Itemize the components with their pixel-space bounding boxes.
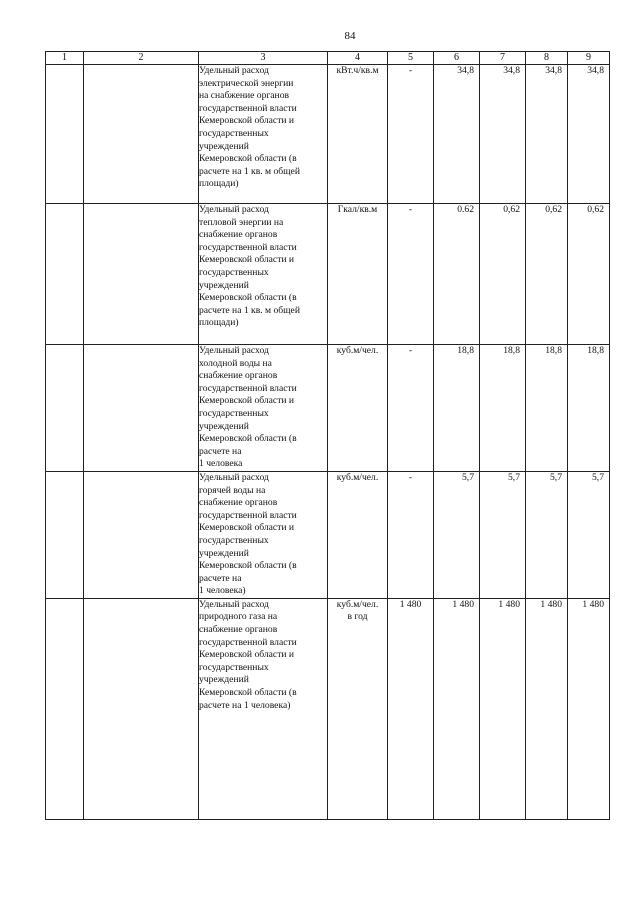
column-header-4: 4 <box>328 52 388 65</box>
unit-line: Гкал/кв.м <box>337 204 378 215</box>
column-header-2: 2 <box>84 52 199 65</box>
value-cell-col-8: 0,62 <box>526 204 568 345</box>
row-group-cell <box>84 598 199 819</box>
indicator-name-line: площади) <box>199 178 239 190</box>
row-group-cell <box>84 204 199 345</box>
table-row <box>46 598 610 819</box>
indicator-name-line: учреждений <box>199 674 249 686</box>
value-cell-col-9: 0,62 <box>568 204 610 345</box>
header-row <box>46 52 610 65</box>
table-row <box>46 204 610 345</box>
value-cell-col-6: 1 480 <box>434 598 480 819</box>
indicators-table <box>45 51 610 820</box>
indicator-name-line: Удельный расход <box>199 598 269 610</box>
indicator-name-line: государственных <box>199 407 269 419</box>
unit-cell <box>328 345 388 472</box>
indicator-name-line: расчете на <box>199 445 242 457</box>
indicator-name-cell <box>199 598 328 819</box>
value-cell-col-7: 5,7 <box>480 471 526 598</box>
value-cell-col-5: 1 480 <box>388 598 434 819</box>
indicator-name-line: государственных <box>199 266 269 278</box>
indicator-name-line: Удельный расход <box>199 204 269 215</box>
indicator-name-cell <box>199 471 328 598</box>
indicator-name-line: 1 человека) <box>199 585 246 597</box>
value-cell-col-8: 1 480 <box>526 598 568 819</box>
indicator-name-line: Кемеровской области и <box>199 649 295 661</box>
column-header-3: 3 <box>199 52 328 65</box>
value-cell-col-9: 34,8 <box>568 65 610 204</box>
indicator-name-line: на снабжение органов <box>199 90 290 102</box>
indicator-name-line: снабжение органов <box>199 229 278 241</box>
indicator-name-line: расчете на 1 человека) <box>199 699 291 711</box>
value-cell-col-6: 34,8 <box>434 65 480 204</box>
unit-cell <box>328 598 388 819</box>
unit-line: в год <box>347 611 368 623</box>
row-number-cell <box>46 65 84 204</box>
value-cell-col-8: 5,7 <box>526 471 568 598</box>
table-row <box>46 65 610 204</box>
indicator-name-line: 1 человека <box>199 458 243 470</box>
indicator-name-cell <box>199 204 328 345</box>
indicator-name-line: государственных <box>199 661 269 673</box>
row-number-cell <box>46 471 84 598</box>
value-cell-col-8: 34,8 <box>526 65 568 204</box>
indicator-name-line: расчете на <box>199 572 242 584</box>
row-number-cell <box>46 345 84 472</box>
column-header-7: 7 <box>480 52 526 65</box>
column-header-5: 5 <box>388 52 434 65</box>
indicator-name-line: снабжение органов <box>199 370 278 382</box>
indicator-name-line: государственной власти <box>199 102 297 114</box>
value-cell-col-5: - <box>388 471 434 598</box>
column-header-1: 1 <box>46 52 84 65</box>
indicator-name-line: природного газа на <box>199 611 278 623</box>
row-group-cell <box>84 471 199 598</box>
indicator-name-line: государственной власти <box>199 241 297 253</box>
indicator-name-line: государственных <box>199 534 269 546</box>
value-cell-col-6: 18,8 <box>434 345 480 472</box>
column-header-8: 8 <box>526 52 568 65</box>
value-cell-col-8: 18,8 <box>526 345 568 472</box>
value-cell-col-9: 1 480 <box>568 598 610 819</box>
value-cell-col-7: 18,8 <box>480 345 526 472</box>
indicator-name-line: холодной воды на <box>199 357 272 369</box>
indicator-name-line: Кемеровской области и <box>199 115 295 127</box>
indicator-name-line: расчете на 1 кв. м общей <box>199 165 300 177</box>
column-header-9: 9 <box>568 52 610 65</box>
value-cell-col-6: 0.62 <box>434 204 480 345</box>
indicator-name-line: Кемеровской области (в <box>199 560 297 572</box>
row-group-cell <box>84 65 199 204</box>
unit-line: куб.м/чел. <box>336 471 379 483</box>
indicator-name-cell <box>199 345 328 472</box>
table-row <box>46 345 610 472</box>
indicator-name-line: Кемеровской области и <box>199 395 295 407</box>
value-cell-col-7: 0,62 <box>480 204 526 345</box>
value-cell-col-5: - <box>388 65 434 204</box>
unit-cell <box>328 65 388 204</box>
table-row <box>46 471 610 598</box>
indicator-name-line: Кемеровской области (в <box>199 153 297 165</box>
unit-cell <box>328 204 388 345</box>
indicator-name-line: учреждений <box>199 547 249 559</box>
indicator-name-line: государственной власти <box>199 382 297 394</box>
indicator-name-line: государственной власти <box>199 636 297 648</box>
unit-line: кВт.ч/кв.м <box>336 65 379 76</box>
value-cell-col-7: 34,8 <box>480 65 526 204</box>
value-cell-col-6: 5,7 <box>434 471 480 598</box>
row-number-cell <box>46 204 84 345</box>
indicator-name-line: Кемеровской области (в <box>199 433 297 445</box>
indicator-name-line: электрической энергии <box>199 77 294 89</box>
page-number: 84 <box>344 30 356 42</box>
value-cell-col-9: 18,8 <box>568 345 610 472</box>
indicator-name-line: Удельный расход <box>199 65 269 76</box>
indicator-name-line: горячей воды на <box>199 484 266 496</box>
indicator-name-line: Кемеровской области и <box>199 522 295 534</box>
value-cell-col-5: - <box>388 345 434 472</box>
indicator-name-cell <box>199 65 328 204</box>
value-cell-col-9: 5,7 <box>568 471 610 598</box>
unit-line: куб.м/чел. <box>336 598 379 610</box>
indicator-name-line: Кемеровской области (в <box>199 687 297 699</box>
unit-line: куб.м/чел. <box>336 345 379 356</box>
indicator-name-line: Удельный расход <box>199 471 269 483</box>
indicator-name-line: площади) <box>199 317 239 329</box>
indicator-name-line: Кемеровской области (в <box>199 292 297 304</box>
value-cell-col-7: 1 480 <box>480 598 526 819</box>
table-body <box>46 65 610 820</box>
unit-cell <box>328 471 388 598</box>
row-group-cell <box>84 345 199 472</box>
indicator-name-line: государственных <box>199 127 269 139</box>
indicator-name-line: тепловой энергии на <box>199 216 284 228</box>
column-header-6: 6 <box>434 52 480 65</box>
indicator-name-line: государственной власти <box>199 509 297 521</box>
indicator-name-line: снабжение органов <box>199 624 278 636</box>
indicator-name-line: учреждений <box>199 420 249 432</box>
indicator-name-line: учреждений <box>199 140 249 152</box>
value-cell-col-5: - <box>388 204 434 345</box>
row-number-cell <box>46 598 84 819</box>
indicator-name-line: расчете на 1 кв. м общей <box>199 304 300 316</box>
indicator-name-line: Кемеровской области и <box>199 254 295 266</box>
indicator-name-line: учреждений <box>199 279 249 291</box>
indicator-name-line: снабжение органов <box>199 497 278 509</box>
indicator-name-line: Удельный расход <box>199 345 269 356</box>
